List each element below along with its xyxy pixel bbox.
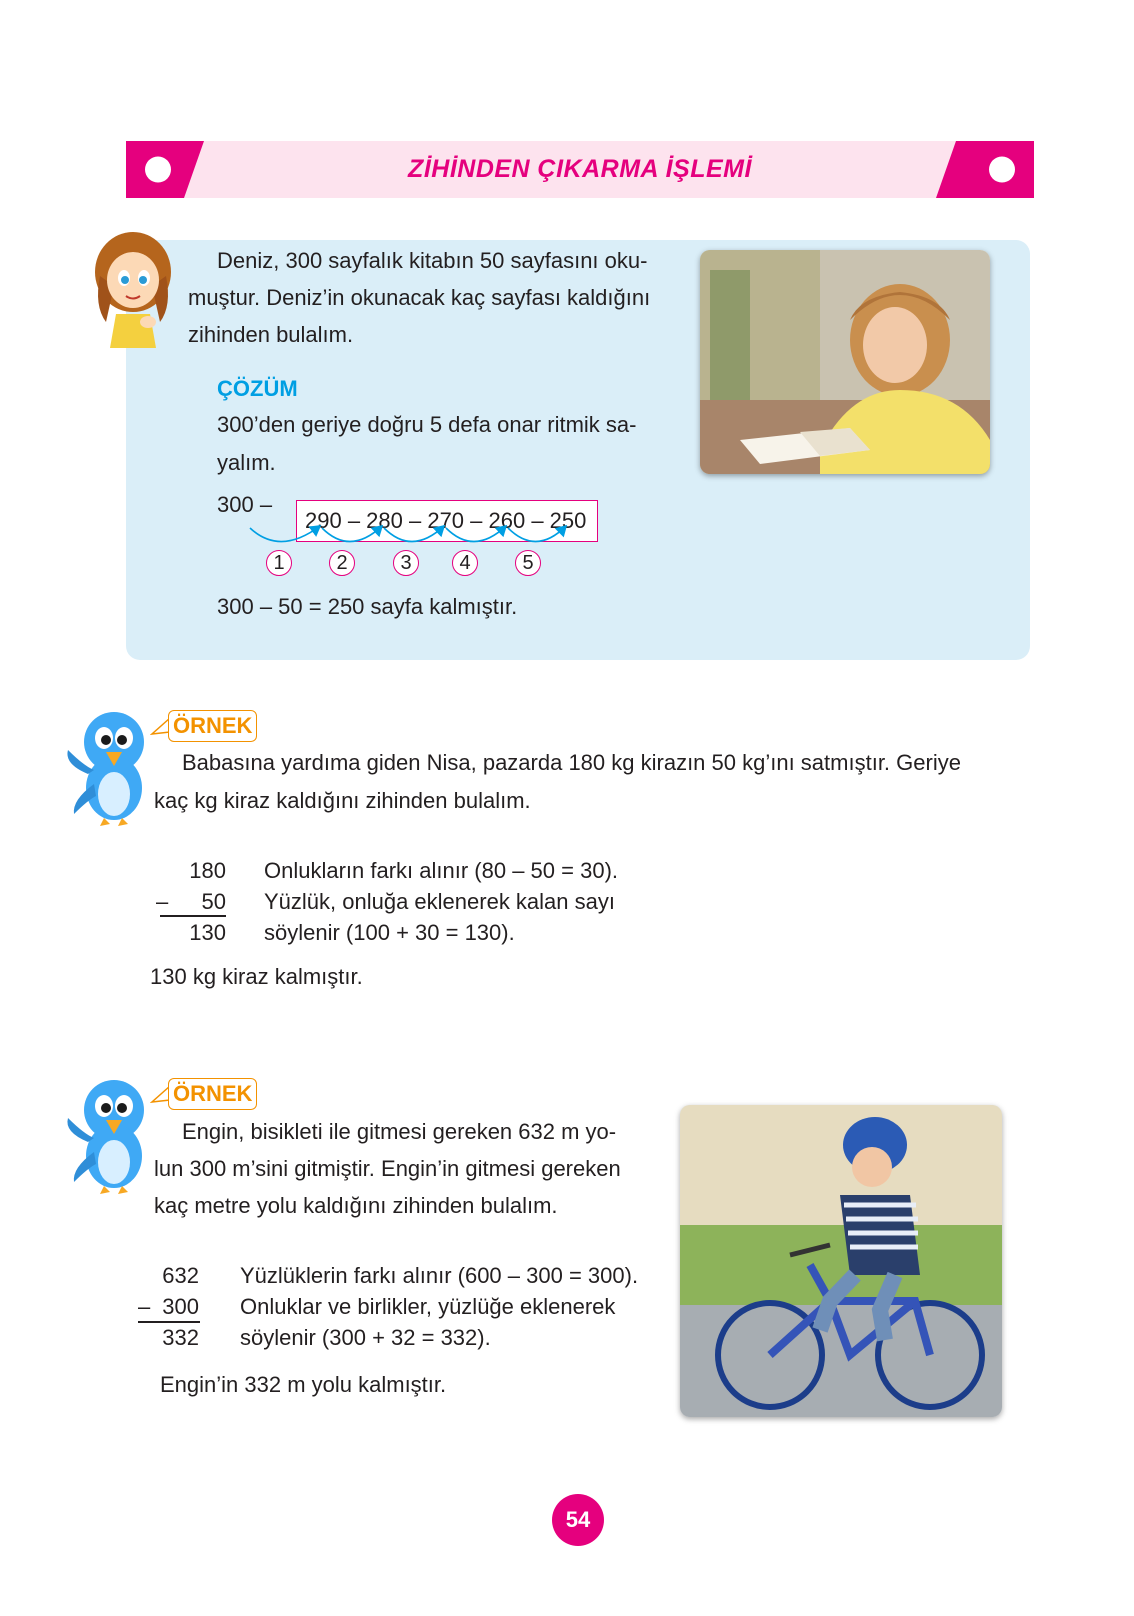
intro-problem-line-1: Deniz, 300 sayfalık kitabın 50 sayfasını oku- [217, 248, 648, 273]
example-1-label: ÖRNEK [168, 710, 257, 742]
counting-sequence: 290 – 280 – 270 – 260 – 250 [305, 508, 587, 533]
example-1-difference: 130 [189, 920, 226, 945]
example-1-explanation-1: Onlukların farkı alınır (80 – 50 = 30). [264, 858, 619, 883]
example-1-problem-line-1: Babasına yardıma giden Nisa, pazarda 180 kg kirazın 50 kg’ını satmıştır. Geriye [182, 750, 961, 775]
example-2-explanation-2: Onluklar ve birlikler, yüzlüğe eklenerek [240, 1294, 616, 1319]
example-1-explanation-2: Yüzlük, onluğa eklenerek kalan sayı [264, 889, 615, 914]
step-4: 4 [452, 550, 478, 576]
example-2-operator: – [138, 1294, 151, 1319]
example-2-problem-line-2: lun 300 m’sini gitmiştir. Engin’in gitmesi gereken [154, 1156, 621, 1181]
page-number: 54 [552, 1494, 604, 1546]
intro-result: 300 – 50 = 250 sayfa kalmıştır. [217, 594, 518, 619]
solution-line-2: yalım. [217, 450, 276, 475]
example-2-subtrahend: 300 [162, 1294, 199, 1319]
example-1-subtrahend: 50 [201, 889, 226, 914]
solution-label: ÇÖZÜM [217, 376, 298, 401]
bird-character-icon [64, 1072, 160, 1196]
example-2-minuend: 632 [162, 1263, 199, 1288]
intro-problem-line-3: zihinden bulalım. [188, 322, 354, 347]
example-2-explanation-1: Yüzlüklerin farkı alınır (600 – 300 = 300). [240, 1263, 639, 1288]
example-2-problem-line-1: Engin, bisikleti ile gitmesi gereken 632 m yo- [182, 1119, 617, 1144]
page-title: ZİHİNDEN ÇIKARMA İŞLEMİ [408, 155, 752, 183]
solution-line-1: 300’den geriye doğru 5 defa onar ritmik sa- [217, 412, 637, 437]
example-2-difference: 332 [162, 1325, 199, 1350]
reading-girl-photo [700, 250, 990, 474]
boy-on-bicycle-image [680, 1105, 1002, 1417]
example-1-operator: – [156, 889, 169, 914]
bird-character-icon [64, 704, 160, 828]
step-5: 5 [515, 550, 541, 576]
sequence-start: 300 – [217, 492, 273, 517]
example-1-problem-line-2: kaç kg kiraz kaldığını zihinden bulalım. [154, 788, 531, 813]
example-1-minuend: 180 [189, 858, 226, 883]
step-1: 1 [266, 550, 292, 576]
step-2: 2 [329, 550, 355, 576]
example-2-label: ÖRNEK [168, 1078, 257, 1110]
title-banner [126, 141, 1034, 198]
step-3: 3 [393, 550, 419, 576]
example-2-explanation-3: söylenir (300 + 32 = 332). [240, 1325, 491, 1350]
girl-character-icon [90, 226, 176, 350]
example-2-problem-line-3: kaç metre yolu kaldığını zihinden bulalım. [154, 1193, 558, 1218]
intro-problem-line-2: muştur. Deniz’in okunacak kaç sayfası kaldığını [188, 285, 651, 310]
example-2-result: Engin’in 332 m yolu kalmıştır. [160, 1372, 447, 1397]
example-1-explanation-3: söylenir (100 + 30 = 130). [264, 920, 515, 945]
reading-girl-image [700, 250, 990, 474]
boy-on-bicycle-photo [680, 1105, 1002, 1417]
example-1-result: 130 kg kiraz kalmıştır. [150, 964, 363, 989]
